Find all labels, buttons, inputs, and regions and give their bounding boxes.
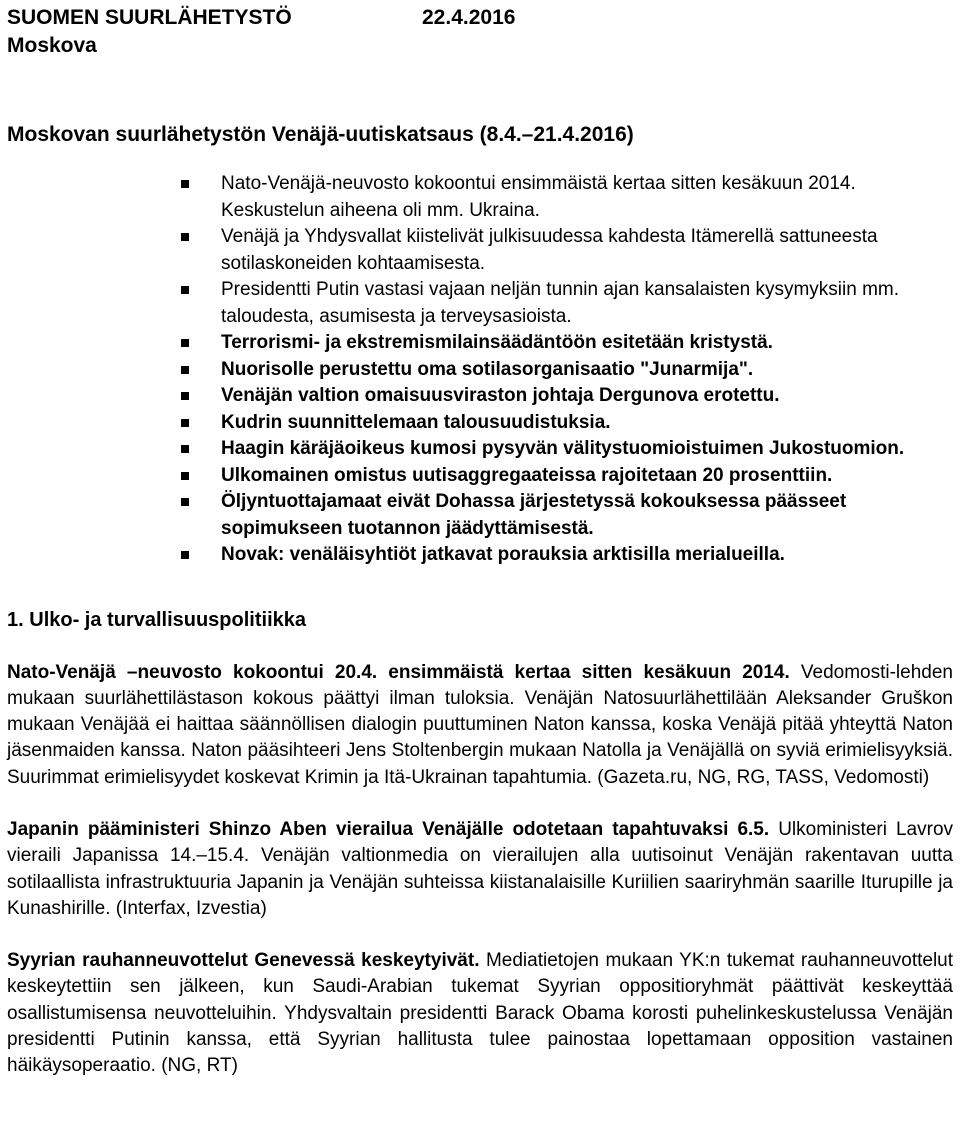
square-bullet-icon (181, 498, 189, 506)
square-bullet-icon (181, 180, 189, 188)
news-item (7, 817, 953, 922)
square-bullet-icon (181, 366, 189, 374)
news-headline: Nato-Venäjä –neuvosto kokoontui 20.4. ensimmäistä kertaa sitten kesäkuun 2014. (7, 661, 790, 683)
summary-item-text: Kudrin suunnittelemaan talousuudistuksia. (221, 411, 611, 433)
document-date: 22.4.2016 (422, 6, 516, 29)
city-name: Moskova (7, 34, 97, 57)
summary-item (7, 171, 953, 224)
organization-name: SUOMEN SUURLÄHETYSTÖ (7, 6, 292, 29)
summary-item (7, 410, 953, 437)
square-bullet-icon (181, 286, 189, 294)
summary-item-text: Venäjän valtion omaisuusviraston johtaja Dergunova erotettu. (221, 385, 780, 406)
square-bullet-icon (181, 551, 189, 559)
summary-item-text: Novak: venäläisyhtiöt jatkavat porauksia arktisilla merialueilla. (221, 544, 785, 565)
summary-item (7, 277, 953, 330)
news-body: Vedomosti-lehden mukaan suurlähettilästason kokous päättyi ilman tuloksia. Venäjän Natosuurlähettilään Aleksander Gruškon mukaan Venäjää ei haittaa säännöllisen dialogin puuttuminen Naton kanssa, koska Venäjä pitää yhteyttä Naton jäsenmaiden kanssa. Naton pääsihteeri Jens Stoltenbergin mukaan Natolla ja Venäjällä on syviä erimielisyyksiä. Suurimmat erimielisyydet koskevat Krimin ja Itä-Ukrainan tapahtumia. (Gazeta.ru, NG, RG, TASS, Vedomosti) (7, 661, 953, 788)
summary-item (7, 463, 953, 490)
square-bullet-icon (181, 392, 189, 400)
summary-item-text: Öljyntuottajamaat eivät Dohassa järjestetyssä kokouksessa päässeet sopimukseen tuotannon jäädyttämisestä. (221, 491, 847, 539)
summary-item-text: Venäjä ja Yhdysvallat kiistelivät julkisuudessa kahdesta Itämerellä sattuneesta sotilaskoneiden kohtaamisesta. (221, 226, 878, 274)
section-number: 1. (7, 608, 24, 631)
summary-item (7, 383, 953, 410)
square-bullet-icon (181, 445, 189, 453)
square-bullet-icon (181, 339, 189, 347)
summary-item-text: Nuorisolle perustettu oma sotilasorganisaatio "Junarmija". (221, 358, 754, 380)
document-page (7, 4, 953, 1099)
document-title: Moskovan suurlähetystön Venäjä-uutiskatsaus (8.4.–21.4.2016) (7, 123, 634, 146)
summary-item-text: Haagin käräjäoikeus kumosi pysyvän välitystuomioistuimen Jukostuomion. (221, 438, 905, 459)
summary-item-text: Terrorismi- ja ekstremismilainsäädäntöön esitetään kristystä. (221, 332, 773, 353)
summary-item (7, 542, 953, 569)
square-bullet-icon (181, 419, 189, 427)
square-bullet-icon (181, 472, 189, 480)
document-header (7, 4, 953, 32)
section-heading (7, 606, 953, 634)
summary-item (7, 436, 953, 463)
square-bullet-icon (181, 233, 189, 241)
news-item (7, 660, 953, 791)
news-headline: Syyrian rauhanneuvottelut Genevessä keskeytyivät. (7, 950, 480, 972)
summary-item-text: Ulkomainen omistus uutisaggregaateissa rajoitetaan 20 prosenttiin. (221, 464, 833, 486)
section-title: Ulko- ja turvallisuuspolitiikka (29, 608, 306, 631)
news-body: Ulkoministeri Lavrov vieraili Japanissa 14.–15.4. Venäjän valtionmedia on vierailujen alla uutisoinut Venäjän rakentavan uutta sotilaallista infrastruktuuria Japanin ja Venäjän suhteissa kiistanalaisille Kuriilien saariryhmän saarille Iturupille ja Kunashirille. (Interfax, Izvestia) (7, 818, 954, 919)
summary-item (7, 357, 953, 384)
news-body: Mediatietojen mukaan YK:n tukemat rauhanneuvottelut keskeytettiin sen jälkeen, kun Saudi-Arabian tukemat Syyrian oppositioryhmät päättivät keskeyttää osallistumisensa neuvotteluihin. Yhdysvaltain presidentti Barack Obama korosti puhelinkeskustelussa Venäjän presidentti Putinin kanssa, että Syyrian hallitusta tulee painostaa lopettamaan opposition vastainen häikäysoperaatio. (NG, RT) (7, 950, 954, 1077)
summary-item (7, 224, 953, 277)
summary-item (7, 489, 953, 542)
summary-item (7, 330, 953, 357)
summary-list (7, 171, 953, 569)
summary-item-text: Presidentti Putin vastasi vajaan neljän tunnin ajan kansalaisten kysymyksiin mm. taloudesta, asumisesta ja terveysasioista. (221, 279, 899, 327)
news-item (7, 948, 953, 1079)
news-headline: Japanin pääministeri Shinzo Aben vierailua Venäjälle odotetaan tapahtuvaksi 6.5. (7, 818, 770, 840)
summary-item-text: Nato-Venäjä-neuvosto kokoontui ensimmäistä kertaa sitten kesäkuun 2014. Keskustelun aiheena oli mm. Ukraina. (221, 173, 856, 221)
